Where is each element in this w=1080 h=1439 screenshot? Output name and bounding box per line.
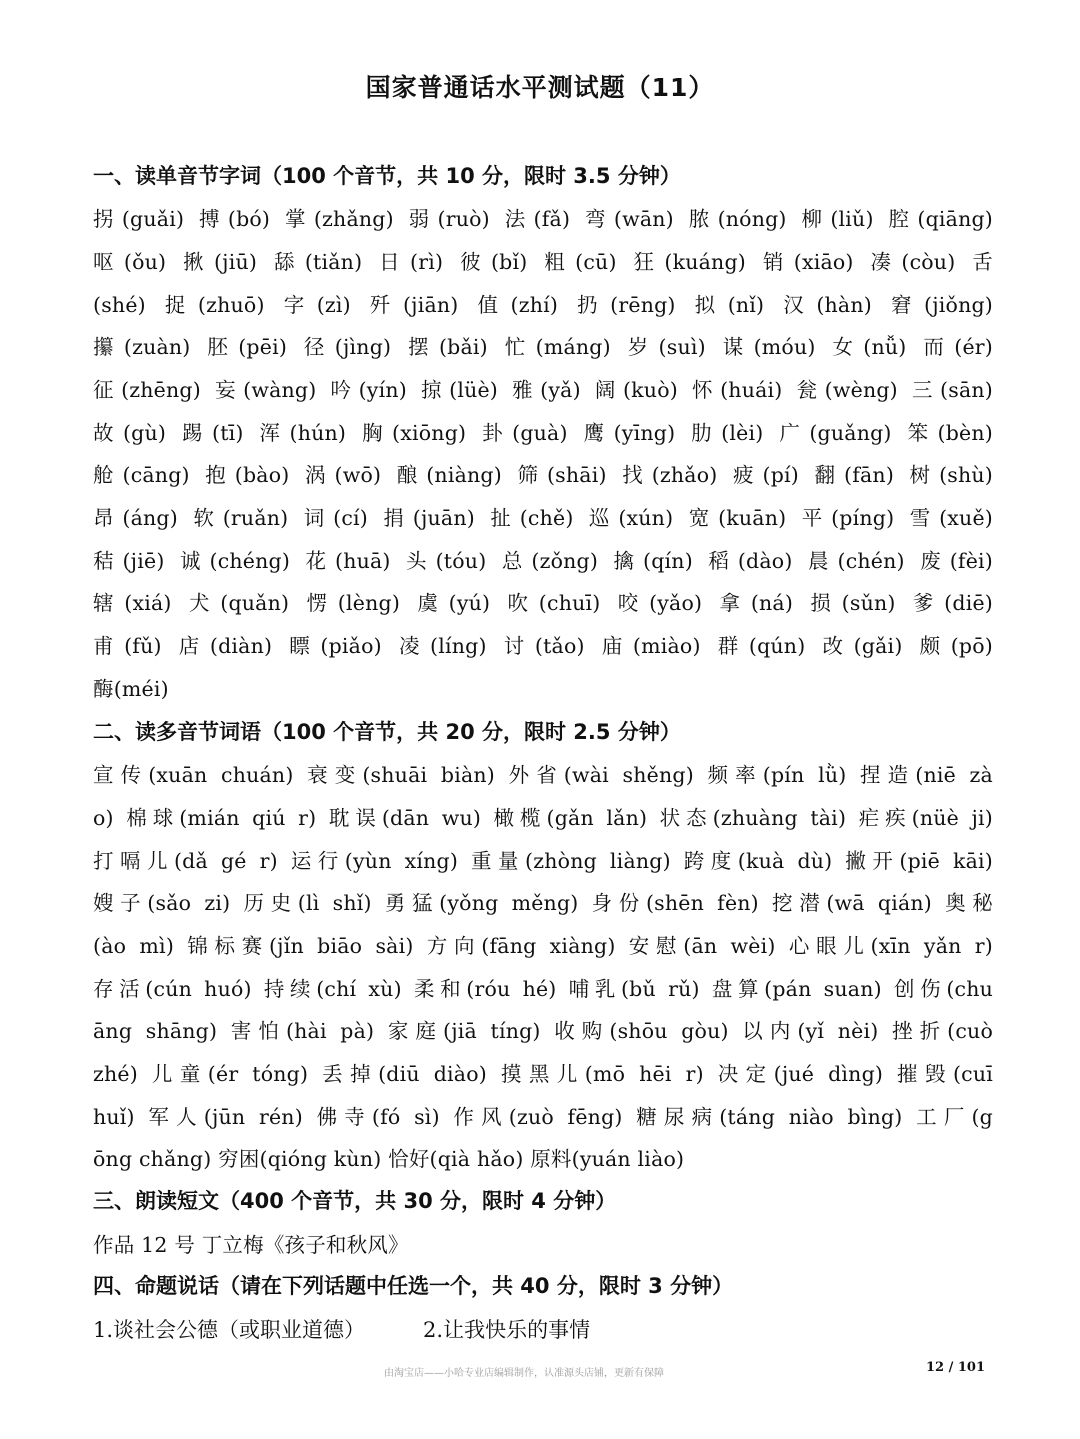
topic-item: 2.让我快乐的事情 [423,1318,591,1342]
section1-line: 昂(áng) 软(ruǎn) 词(cí) 捐(juān) 扯(chě) 巡(xún) 宽(kuān) 平(píng) 雪(xuě) [93,506,993,530]
section1-line: 酶(méi) [93,677,169,701]
topic-list [93,1314,590,1344]
section1-line: 舱(cāng) 抱(bào) 涡(wō) 酿(niàng) 筛(shāi) 找(zhǎo) 疲(pí) 翻(fān) 树(shù) [93,463,993,487]
page-number: 12 / 101 [926,1360,986,1375]
section1-line: 攥(zuàn) 胚(pēi) 径(jìng) 摆(bǎi) 忙(máng) 岁(suì) 谋(móu) 女(nǚ) 而(ér) [93,335,993,359]
section2-line: zhé) 儿童(ér tóng) 丢掉(diū diào) 摸黑儿(mō hēi r) 决定(jué dìng) 摧毁(cuī [93,1062,993,1086]
section2-line: (ào mì) 锦标赛(jǐn biāo sài) 方向(fāng xiàng) 安慰(ān wèi) 心眼儿(xīn yǎn r) [93,934,993,958]
footer-watermark-note: 由淘宝店——小哈专业店编辑制作，认准源头店铺，更新有保障 [384,1368,664,1379]
section1-line: 秸(jiē) 诚(chéng) 花(huā) 头(tóu) 总(zǒng) 擒(qín) 稻(dào) 晨(chén) 废(fèi) [93,549,993,573]
section2-line: 宣传(xuān chuán) 衰变(shuāi biàn) 外省(wài shěng) 频率(pín lǜ) 捏造(niē zà [93,763,993,787]
section2-line: huǐ) 军人(jūn rén) 佛寺(fó sì) 作风(zuò fēng) 糖尿病(táng niào bìng) 工厂(g [93,1105,993,1129]
section4-heading: 四、命题说话（请在下列话题中任选一个，共 40 分，限时 3 分钟） [93,1274,734,1298]
section3-text: 作品 12 号 丁立梅《孩子和秋风》 [93,1233,409,1257]
section1-line: 故(gù) 踢(tī) 浑(hún) 胸(xiōng) 卦(guà) 鹰(yīng) 肋(lèi) 广(guǎng) 笨(bèn) [93,421,993,445]
section1-line: 拐(guǎi) 搏(bó) 掌(zhǎng) 弱(ruò) 法(fǎ) 弯(wān) 脓(nóng) 柳(liǔ) 腔(qiāng) [93,207,993,231]
section2-line: 嫂子(sǎo zi) 历史(lì shǐ) 勇猛(yǒng měng) 身份(shēn fèn) 挖潜(wā qián) 奥秘 [93,891,993,915]
section1-line: 辖(xiá) 犬(quǎn) 愣(lèng) 虞(yú) 吹(chuī) 咬(yǎo) 拿(ná) 损(sǔn) 爹(diē) [93,591,993,615]
section2-line: ōng chǎng) 穷困(qióng kùn) 恰好(qià hǎo) 原料(yuán liào) [93,1147,685,1171]
page-title: 国家普通话水平测试题（11） [365,73,715,102]
section2-line: 存活(cún huó) 持续(chí xù) 柔和(róu hé) 哺乳(bǔ rǔ) 盘算(pán suan) 创伤(chu [93,977,993,1001]
section1-heading: 一、读单音节字词（100 个音节，共 10 分，限时 3.5 分钟） [93,164,681,188]
section2-line: o) 棉球(mián qiú r) 耽误(dān wu) 橄榄(gǎn lǎn) 状态(zhuàng tài) 疟疾(nüè ji) [93,806,993,830]
section1-line: 呕(ǒu) 揪(jiū) 舔(tiǎn) 日(rì) 彼(bǐ) 粗(cū) 狂(kuáng) 销(xiāo) 凑(còu) 舌 [93,250,993,274]
section1-line: 甫(fǔ) 店(diàn) 瞟(piǎo) 凌(líng) 讨(tǎo) 庙(miào) 群(qún) 改(gǎi) 颇(pō) [93,634,993,658]
section2-line: āng shāng) 害怕(hài pà) 家庭(jiā tíng) 收购(shōu gòu) 以内(yǐ nèi) 挫折(cuò [93,1019,993,1043]
section1-line: (shé) 捉(zhuō) 字(zì) 歼(jiān) 值(zhí) 扔(rēng) 拟(nǐ) 汉(hàn) 窘(jiǒng) [93,293,993,317]
topic-item: 1.谈社会公德（或职业道德） [93,1318,366,1342]
section3-heading: 三、朗读短文（400 个音节，共 30 分，限时 4 分钟） [93,1189,617,1213]
section2-line: 打嗝儿(dǎ gé r) 运行(yùn xíng) 重量(zhòng liàng) 跨度(kuà dù) 撇开(piē kāi) [93,849,993,873]
section2-heading: 二、读多音节词语（100 个音节，共 20 分，限时 2.5 分钟） [93,720,681,744]
section1-line: 征(zhēng) 妄(wàng) 吟(yín) 掠(lüè) 雅(yǎ) 阔(kuò) 怀(huái) 瓮(wèng) 三(sān) [93,378,993,402]
